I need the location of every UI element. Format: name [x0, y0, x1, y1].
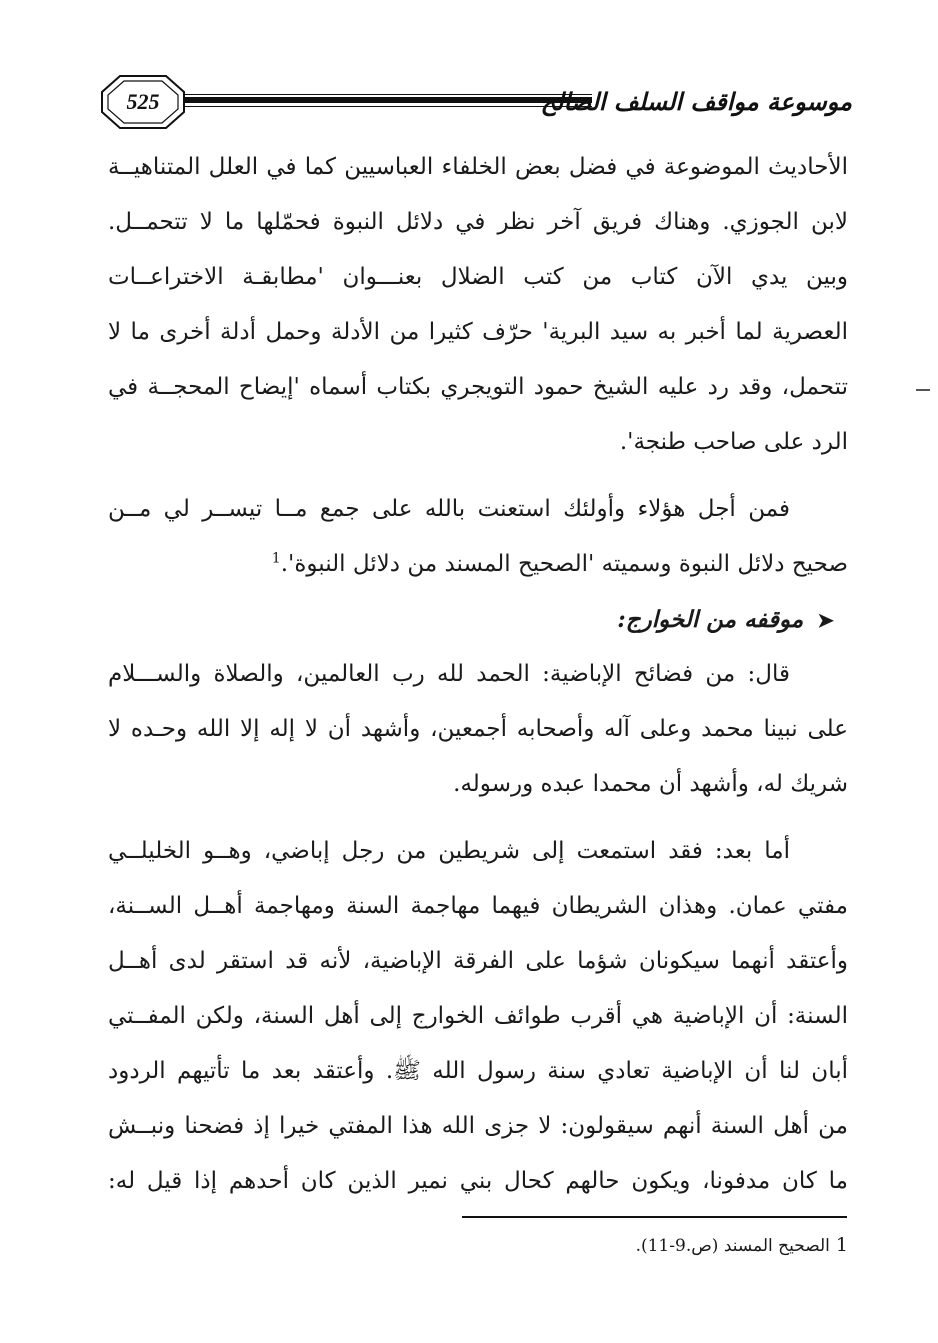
footnote-separator [462, 1216, 847, 1218]
text-line: مفتي عمان. وهذان الشريطان فيهما مهاجمة السنة ومهاجمة أهــل الســنة، [108, 893, 848, 919]
text-line: أبان لنا أن الإباضية تعادي سنة رسول الله ﷺ. وأعتقد بعد ما تأتيهم الردود [108, 1058, 848, 1084]
text-line: على نبينا محمد وعلى آله وأصحابه أجمعين، وأشهد أن لا إله إلا الله وحـده لا [108, 716, 848, 742]
text-line: وبين يدي الآن كتاب من كتب الضلال بعنـــوان 'مطابقـة الاختراعــات [108, 264, 848, 290]
text-line: شريك له، وأشهد أن محمدا عبده ورسوله. [453, 771, 848, 797]
text-line-content: صحيح دلائل النبوة وسميته 'الصحيح المسند من دلائل النبوة'. [280, 551, 848, 577]
text-line: السنة: أن الإباضية هي أقرب طوائف الخوارج إلى أهل السنة، ولكن المفــتي [108, 1003, 848, 1029]
paragraph [108, 824, 848, 1209]
text-line: الرد على صاحب طنجة'. [619, 429, 848, 455]
arrow-bullet-icon: ➤ [817, 608, 834, 632]
text-line: فمن أجل هؤلاء وأولئك استعنت بالله على جمع مــا تيســر لي مــن [108, 496, 790, 522]
text-line: أما بعد: فقد استمعت إلى شريطين من رجل إباضي، وهــو الخليلــي [108, 838, 790, 864]
footnote [460, 1232, 848, 1259]
text-line: لابن الجوزي. وهناك فريق آخر نظر في دلائل النبوة فحمّلها ما لا تتحمــل. [108, 209, 848, 235]
text-line: قال: من فضائح الإباضية: الحمد لله رب العالمين، والصلاة والســـلام [108, 661, 790, 687]
footnote-reference[interactable]: 1 [271, 550, 281, 567]
text-line [108, 537, 848, 592]
series-title: موسوعة مواقف السلف الصالح [540, 88, 852, 116]
section-heading [108, 592, 848, 647]
text-line: من أهل السنة أنهم سيقولون: لا جزى الله هذا المفتي خيرا إذ فضحنا ونبــش [108, 1113, 848, 1139]
page-header [100, 74, 852, 130]
footnote-number: 1 [835, 1234, 848, 1256]
page-body [108, 140, 848, 1209]
header-rule [184, 94, 592, 108]
section-heading-text: موقفه من الخوارج: [617, 606, 804, 633]
page-number-badge [100, 74, 186, 130]
text-line: وأعتقد أنهما سيكونان شؤما على الفرقة الإباضية، لأنه قد استقر لدى أهــل [108, 948, 848, 974]
paragraph [108, 140, 848, 470]
text-line: الأحاديث الموضوعة في فضل بعض الخلفاء العباسيين كما في العلل المتناهيــة [108, 154, 848, 180]
page-number: 525 [126, 89, 160, 114]
text-line: العصرية لما أخبر به سيد البرية' حرّف كثيرا من الأدلة وحمل أدلة أخرى ما لا [108, 319, 848, 345]
text-line: ما كان مدفونا، ويكون حالهم كحال بني نمير الذين كان أحدهم إذا قيل له: [108, 1168, 848, 1194]
margin-mark [916, 389, 930, 391]
footnote-text: الصحيح المسند (ص.9-11). [635, 1236, 830, 1256]
paragraph [108, 482, 848, 592]
text-line: تتحمل، وقد رد عليه الشيخ حمود التويجري بكتاب أسماه 'إيضاح المحجــة في [108, 374, 848, 400]
paragraph [108, 647, 848, 812]
